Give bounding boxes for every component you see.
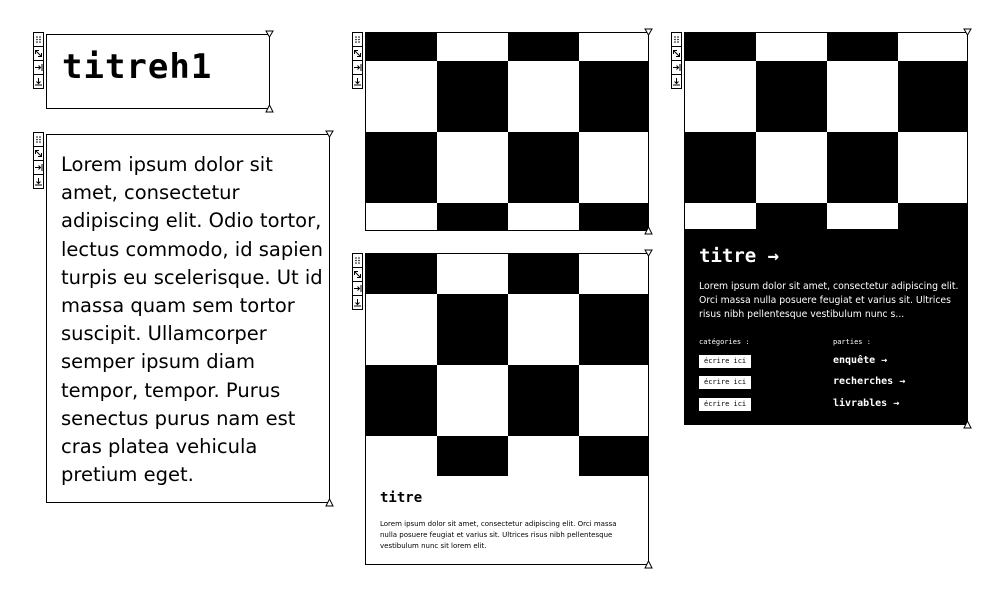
- top-handle-icon[interactable]: [325, 130, 334, 139]
- drag-icon[interactable]: [352, 32, 363, 47]
- image-block[interactable]: [365, 32, 649, 231]
- heading-text: titreh1: [62, 47, 213, 87]
- resize-icon[interactable]: [671, 46, 682, 61]
- categories-label: catégories :: [699, 338, 750, 346]
- top-handle-icon[interactable]: [644, 28, 653, 37]
- bottom-handle-icon[interactable]: [265, 104, 274, 113]
- resize-icon[interactable]: [352, 46, 363, 61]
- checkerboard-image: [366, 254, 648, 476]
- insert-icon[interactable]: [352, 60, 363, 75]
- card-dark[interactable]: [684, 32, 968, 425]
- link-livrables[interactable]: livrables →: [833, 398, 900, 409]
- resize-icon[interactable]: [352, 267, 363, 282]
- checkerboard-image: [685, 33, 967, 229]
- paragraph-block-toolbar: [33, 132, 44, 188]
- card-white-toolbar: [352, 253, 363, 309]
- top-handle-icon[interactable]: [265, 30, 274, 39]
- paragraph-text: Lorem ipsum dolor sit amet, consectetur adipiscing elit. Odio tortor, lectus commodo, id sapien turpis eu scelerisque. Ut id massa quam sem tortor suscipit. Ullamcorper semper ipsum diam tempor, tempor. Purus senectus purus nam est cras platea vehicula pretium eget.: [61, 153, 324, 487]
- insert-icon[interactable]: [33, 160, 44, 175]
- link-recherches[interactable]: recherches →: [833, 376, 906, 387]
- card-body: Lorem ipsum dolor sit amet, consectetur adipiscing elit. Orci massa nulla posuere feugiat et varius sit. Ultrices risus nibh pellentesque vestibulum nunc sit lorem elit.: [380, 520, 617, 550]
- card-dark-toolbar: [671, 32, 682, 88]
- bottom-handle-icon[interactable]: [644, 226, 653, 235]
- insert-icon[interactable]: [671, 60, 682, 75]
- category-input[interactable]: écrire ici: [698, 375, 752, 390]
- top-handle-icon[interactable]: [963, 28, 972, 37]
- bottom-handle-icon[interactable]: [644, 560, 653, 569]
- drag-icon[interactable]: [671, 32, 682, 47]
- card-white[interactable]: [365, 253, 649, 565]
- drag-icon[interactable]: [352, 253, 363, 268]
- card-body: Lorem ipsum dolor sit amet, consectetur adipiscing elit. Orci massa nulla posuere feugiat et varius sit. Ultrices risus nibh pellentesque vestibulum nunc s...: [699, 281, 959, 320]
- top-handle-icon[interactable]: [644, 249, 653, 258]
- category-input[interactable]: écrire ici: [698, 397, 752, 412]
- drag-icon[interactable]: [33, 32, 44, 47]
- insert-icon[interactable]: [352, 281, 363, 296]
- checkerboard-image: [366, 33, 648, 230]
- heading-block[interactable]: [46, 34, 270, 109]
- download-icon[interactable]: [33, 174, 44, 189]
- image-block-toolbar: [352, 32, 363, 88]
- bottom-handle-icon[interactable]: [325, 498, 334, 507]
- card-title[interactable]: titre →: [699, 245, 780, 267]
- download-icon[interactable]: [352, 295, 363, 310]
- parts-label: parties :: [833, 338, 871, 346]
- card-title: titre: [380, 490, 423, 506]
- download-icon[interactable]: [352, 74, 363, 89]
- download-icon[interactable]: [33, 74, 44, 89]
- link-enquete[interactable]: enquête →: [833, 355, 888, 366]
- heading-block-toolbar: [33, 32, 44, 88]
- drag-icon[interactable]: [33, 132, 44, 147]
- bottom-handle-icon[interactable]: [963, 420, 972, 429]
- insert-icon[interactable]: [33, 60, 44, 75]
- download-icon[interactable]: [671, 74, 682, 89]
- category-input[interactable]: écrire ici: [698, 354, 752, 369]
- resize-icon[interactable]: [33, 146, 44, 161]
- resize-icon[interactable]: [33, 46, 44, 61]
- paragraph-block[interactable]: [46, 134, 330, 503]
